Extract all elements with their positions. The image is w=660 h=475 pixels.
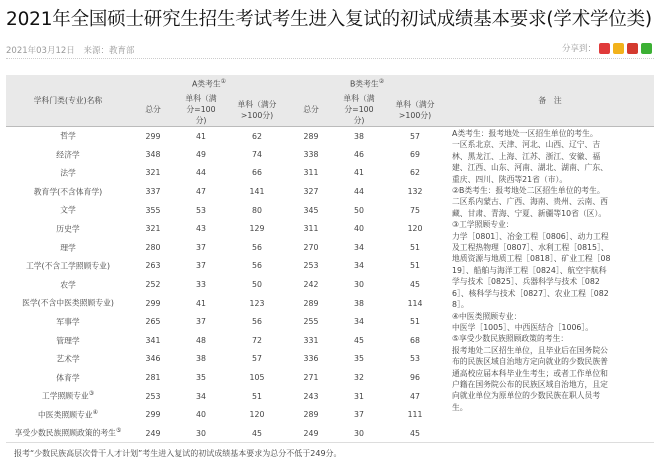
table-footnote: 报考“少数民族高层次骨干人才计划”考生进入复试的初试成绩基本要求为总分不低于249分。 [6,443,654,462]
score-cell: 280 [145,242,161,252]
score-table [6,75,654,461]
remark-line: 及工程热物理［0807］、水利工程［0815］、 [452,243,609,253]
score-cell: 53 [410,354,420,364]
table-row [6,127,654,146]
score-cell: 62 [252,131,262,141]
score-cell: 30 [196,428,206,438]
score-cell: 120 [249,410,265,420]
subject-label: 哲学 [60,131,76,141]
score-cell: 299 [145,298,161,308]
remark-line: 地质资源与地质工程［0818］、矿业工程［08 [452,254,611,264]
remarks-cell [446,127,654,443]
score-cell: 50 [354,205,364,215]
score-cell: 114 [407,298,423,308]
score-cell: 38 [354,298,364,308]
remark-line: 生。 [452,402,468,412]
score-cell: 51 [410,317,420,327]
score-cell: 265 [145,317,161,327]
score-cell: 48 [196,335,206,345]
score-cell: 45 [410,280,420,290]
score-cell: 30 [354,428,364,438]
remark-line: 林、黑龙江、上海、江苏、浙江、安徽、福 [452,151,601,161]
remark-line: 中医学［1005］、中西医结合［1006］。 [452,322,594,332]
score-cell: 40 [354,224,364,234]
score-cell: 337 [145,187,161,197]
score-cell: 345 [303,205,319,215]
score-cell: 34 [354,261,364,271]
score-cell: 44 [354,187,364,197]
header-a-total: 总分 [130,93,176,127]
remark-line: 藏、甘肃、青海、宁夏、新疆等10省（区）。 [452,208,607,218]
subject-label: 教育学(不含体育学) [33,187,103,197]
remark-line: 二区系内蒙古、广西、海南、贵州、云南、西 [452,197,608,207]
page-title: 2021年全国硕士研究生招生考试考生进入复试的初试成绩基本要求(学术学位类) [6,9,652,30]
score-cell: 242 [303,280,319,290]
score-cell: 46 [354,149,364,159]
score-cell: 311 [303,168,319,178]
score-cell: 45 [354,335,364,345]
renren-icon[interactable] [627,43,638,54]
remark-line: 重庆、四川、陕西等21省（市）。 [452,174,568,184]
remark-line: 报考地处二区招生单位，且毕业后在国务院公 [452,345,608,355]
subject-name [6,387,130,406]
score-cell: 56 [252,242,262,252]
score-cell: 252 [145,280,161,290]
score-cell: 132 [407,187,423,197]
article-meta [6,44,140,56]
header-group-a: A类考生① [130,75,288,93]
header-remarks: 备 注 [446,75,654,127]
header-b-single-over100: 单科（满分>100分) [384,93,446,127]
subject-label: 艺术学 [56,354,80,364]
score-cell: 270 [303,242,319,252]
divider [6,58,654,59]
wechat-icon[interactable] [641,43,652,54]
table-body [6,127,654,443]
subject-name [6,127,130,146]
score-cell: 34 [354,242,364,252]
subject-name [6,164,130,183]
subject-name [6,145,130,164]
score-cell: 62 [410,168,420,178]
score-cell: 243 [303,391,319,401]
score-cell: 30 [354,280,364,290]
score-cell: 249 [303,428,319,438]
header-a-single100: 单科（满分=100分) [176,93,226,127]
subject-name [6,350,130,369]
subject-label: 理学 [60,243,76,253]
subject-name [6,201,130,220]
score-cell: 289 [303,298,319,308]
score-cell: 321 [145,168,161,178]
score-cell: 111 [407,410,423,420]
subject-name [6,257,130,276]
remark-line: 户籍在国务院公布的民族区域自治地方，且定 [452,379,608,389]
share-label: 分享到： [561,44,596,54]
score-cell: 336 [303,354,319,364]
subject-name [6,405,130,424]
score-cell: 57 [410,131,420,141]
footnote-mark: ⑤ [115,427,122,435]
score-cell: 105 [249,373,265,383]
footnote-mark: ④ [92,408,98,416]
score-cell: 56 [252,317,262,327]
score-cell: 40 [196,410,206,420]
qzone-icon[interactable] [613,43,624,54]
score-cell: 263 [145,261,161,271]
score-cell: 68 [410,335,420,345]
score-cell: 41 [196,298,206,308]
subject-label: 文学 [60,205,76,215]
share-bar [562,42,652,54]
subject-label: 管理学 [56,336,80,346]
header-subject: 学科门类(专业)名称 [6,75,130,127]
score-cell: 120 [407,224,423,234]
score-cell: 33 [196,280,206,290]
subject-name [6,219,130,238]
score-cell: 32 [354,373,364,383]
subject-label: 工学(不含工学照顾专业) [25,261,111,271]
score-cell: 45 [252,428,262,438]
score-cell: 69 [410,149,420,159]
score-cell: 49 [196,149,206,159]
score-cell: 327 [303,187,319,197]
subject-name [6,368,130,387]
score-cell: 253 [303,261,319,271]
score-cell: 56 [252,261,262,271]
remark-line: 一区系北京、天津、河北、山西、辽宁、吉 [452,140,601,150]
subject-label: 军事学 [56,317,80,327]
score-cell: 43 [196,224,206,234]
score-cell: 299 [145,410,161,420]
subject-label: 历史学 [56,224,80,234]
remark-line: ④中医类照顾专业： [452,311,522,321]
remark-line: 向就业单位为原单位的少数民族在职人员考 [452,391,601,401]
score-cell: 44 [196,168,206,178]
score-cell: 57 [252,354,262,364]
remark-line: ⑤享受少数民族照顾政策的考生： [452,334,569,344]
header-a-single-over100: 单科（满分>100分) [226,93,288,127]
remark-line: ②B类考生：报考地处二区招生单位的考生。 [452,186,605,196]
score-cell: 47 [410,391,420,401]
score-cell: 253 [145,391,161,401]
subject-label: 医学(不含中医类照顾专业) [22,298,114,308]
score-cell: 289 [303,410,319,420]
header-b-total: 总分 [288,93,334,127]
score-cell: 74 [252,149,262,159]
subject-label: 体育学 [56,373,80,383]
score-cell: 80 [252,205,262,215]
score-cell: 50 [252,280,262,290]
score-cell: 141 [249,187,265,197]
score-cell: 31 [354,391,364,401]
score-cell: 348 [145,149,161,159]
score-cell: 123 [249,298,265,308]
remark-line: 8］。 [452,300,469,310]
subject-label: 法学 [60,168,76,178]
score-cell: 41 [196,131,206,141]
score-cell: 37 [196,317,206,327]
subject-label: 农学 [60,280,76,290]
score-cell: 338 [303,149,319,159]
score-cell: 271 [303,373,319,383]
score-cell: 35 [354,354,364,364]
score-cell: 37 [196,242,206,252]
remark-line: 19］、船舶与海洋工程［0824］、航空宇航科 [452,265,607,275]
weibo-icon[interactable] [599,43,610,54]
subject-label: 中医类照顾专业 [38,410,93,420]
subject-label: 工学照顾专业 [41,391,89,401]
score-cell: 45 [410,428,420,438]
remark-line: A类考生：报考地处一区招生单位的考生。 [452,129,598,138]
remark-line: 6］、核科学与技术［0827］、农业工程［082 [452,288,609,298]
score-cell: 331 [303,335,319,345]
subject-name [6,275,130,294]
score-cell: 72 [252,335,262,345]
subject-name [6,182,130,201]
subject-label: 经济学 [56,150,80,160]
remark-line: ③工学照顾专业： [452,220,514,230]
score-cell: 289 [303,131,319,141]
score-cell: 341 [145,335,161,345]
remark-line: 布的民族区域自治地方定向就业的少数民族普 [452,357,608,367]
score-cell: 75 [410,205,420,215]
score-cell: 255 [303,317,319,327]
score-cell: 37 [196,261,206,271]
subject-label: 享受少数民族照顾政策的考生 [14,428,116,438]
score-cell: 66 [252,168,262,178]
subject-name [6,331,130,350]
footnote-mark: ③ [88,390,95,398]
score-cell: 53 [196,205,206,215]
source-label: 来源：教育部 [83,46,135,56]
score-cell: 34 [196,391,206,401]
score-cell: 51 [252,391,262,401]
subject-name [6,424,130,443]
score-cell: 299 [145,131,161,141]
score-cell: 51 [410,242,420,252]
score-cell: 346 [145,354,161,364]
subject-name [6,294,130,313]
score-cell: 129 [249,224,265,234]
header-b-single100: 单科（满分=100分) [334,93,384,127]
score-cell: 355 [145,205,161,215]
score-cell: 41 [354,168,364,178]
header-group-b: B类考生② [288,75,446,93]
remark-line: 力学［0801］、冶金工程［0806］、动力工程 [452,231,609,241]
score-cell: 249 [145,428,161,438]
score-cell: 51 [410,261,420,271]
remark-line: 学与技术［0825］、兵器科学与技术［082 [452,277,600,287]
score-cell: 47 [196,187,206,197]
score-cell: 34 [354,317,364,327]
score-cell: 38 [354,131,364,141]
remark-line: 建、江西、山东、河南、湖北、湖南、广东、 [452,163,608,173]
score-cell: 281 [145,373,161,383]
score-cell: 96 [410,373,420,383]
score-cell: 37 [354,410,364,420]
remark-line: 通高校应届本科毕业生考生；或者工作单位和 [452,368,608,378]
score-cell: 38 [196,354,206,364]
score-cell: 311 [303,224,319,234]
publish-date: 2021年03月12日 [6,46,75,56]
subject-name [6,238,130,257]
subject-name [6,312,130,331]
score-cell: 321 [145,224,161,234]
score-cell: 35 [196,373,206,383]
